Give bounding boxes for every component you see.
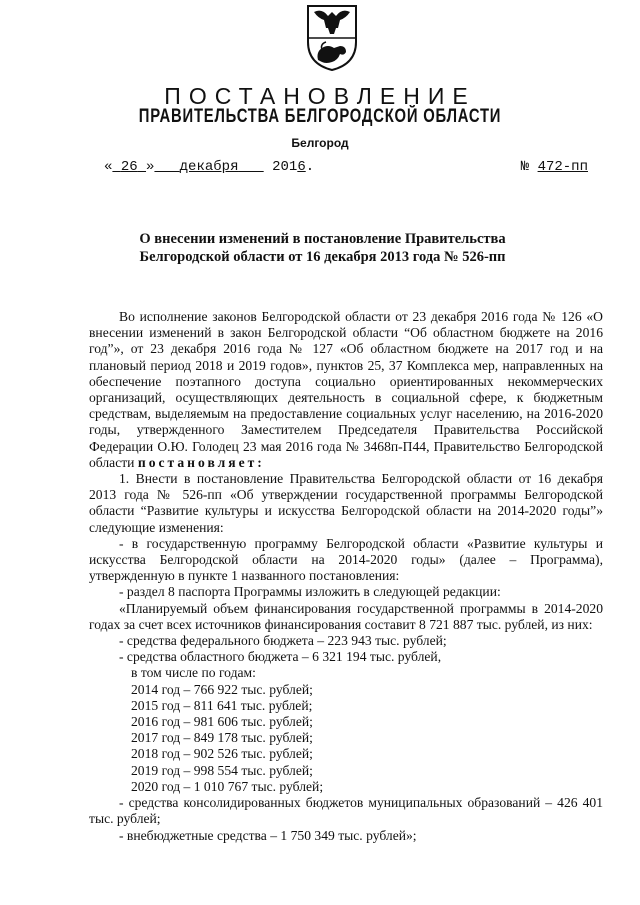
coat-of-arms-emblem (300, 2, 364, 72)
date-month: декабря (179, 159, 239, 175)
year-row: 2017 год – 849 178 тыс. рублей; (131, 730, 313, 746)
heading-line-2: Белгородской области от 16 декабря 2013 года № 526-пп (139, 249, 506, 265)
list-item-federal: - средства федерального бюджета – 223 943 тыс. рублей; (119, 633, 447, 649)
year-row: 2019 год – 998 554 тыс. рублей; (131, 762, 313, 778)
date-close-quote: » (146, 159, 155, 175)
number-sign: № (520, 159, 530, 175)
list-item-extrabudgetary: - внебюджетные средства – 1 750 349 тыс. рублей»; (119, 827, 417, 843)
paragraph-section-8: - раздел 8 паспорта Программы изложить в следующей редакции: (119, 584, 501, 600)
year-row: 2016 год – 981 606 тыс. рублей; (131, 714, 313, 730)
years-caption: в том числе по годам: (131, 665, 256, 681)
year-row: 2014 год – 766 922 тыс. рублей; (131, 681, 313, 697)
list-item-municipal: - средства консолидированных бюджетов муниципальных образований – 426 401 тыс. рублей; (89, 795, 603, 827)
paragraph-item-1: 1. Внести в постановление Правительства Белгородской области от 16 декабря 2013 года № 526-пп «Об утверждении государственной программы Белгородской области “Развитие культуры и искусства Белгородской области на 2014-2020 годы”» следующие изменения: (89, 471, 603, 535)
document-title: ПОСТАНОВЛЕНИЕ (164, 83, 476, 109)
list-item-regional: - средства областного бюджета – 6 321 194 тыс. рублей, (119, 649, 442, 665)
document-date: « 26 » декабря 2016. (104, 159, 315, 175)
city-name: Белгород (291, 136, 349, 150)
document-body (89, 309, 603, 844)
document-heading (60, 230, 585, 266)
year-row: 2020 год – 1 010 767 тыс. рублей; (131, 778, 324, 794)
paragraph-amendment: - в государственную программу Белгородской области «Развитие культуры и искусства Белгородской области на 2014-2020 годы» (далее – Программа), утвержденную в пункте 1 названного постановления: (89, 535, 603, 584)
year-row: 2015 год – 811 641 тыс. рублей; (131, 697, 313, 713)
resolution-word: постановляет: (137, 454, 265, 470)
date-open-quote: « (104, 159, 113, 175)
date-year-prefix: 201 (272, 159, 298, 175)
paragraph-funding-total: «Планируемый объем финансирования государственной программы в 2014-2020 годах за счет всех источников финансирования составит 8 721 887 тыс. рублей, из них: (89, 600, 603, 632)
heading-line-1: О внесении изменений в постановление Правительства (139, 231, 506, 247)
date-day: 26 (120, 159, 138, 175)
date-year-suffix: 6 (297, 159, 306, 175)
document-number (521, 159, 588, 175)
paragraph-preamble: Во исполнение законов Белгородской области от 23 декабря 2016 года № 126 «О внесении изменений в закон Белгородской области “Об областном бюджете на 2016 год”», от 23 декабря 2016 года № 127 «Об областном бюджете на 2017 год и на плановый период 2018 и 2019 годов», пунктов 25, 37 Комплекса мер, направленных на обеспечение поэтапного доступа социально ориентированных некоммерческих организаций, осуществляющих деятельность в социальной сфере, к бюджетным средствам, выделяемым на предоставление социальных услуг населению, на 2016-2020 годы, утвержденного Заместителем Председателя Правительства Российской Федерации О.Ю. Голодец 23 мая 2016 года № 3468п-П44, Правительство Белгородской области постановляет: (89, 309, 603, 470)
year-row: 2018 год – 902 526 тыс. рублей; (131, 746, 313, 762)
document-subtitle: ПРАВИТЕЛЬСТВА БЕЛГОРОДСКОЙ ОБЛАСТИ (138, 106, 502, 127)
number-value: 472-пп (537, 159, 588, 175)
eagle-lion-emblem-icon (300, 2, 364, 72)
